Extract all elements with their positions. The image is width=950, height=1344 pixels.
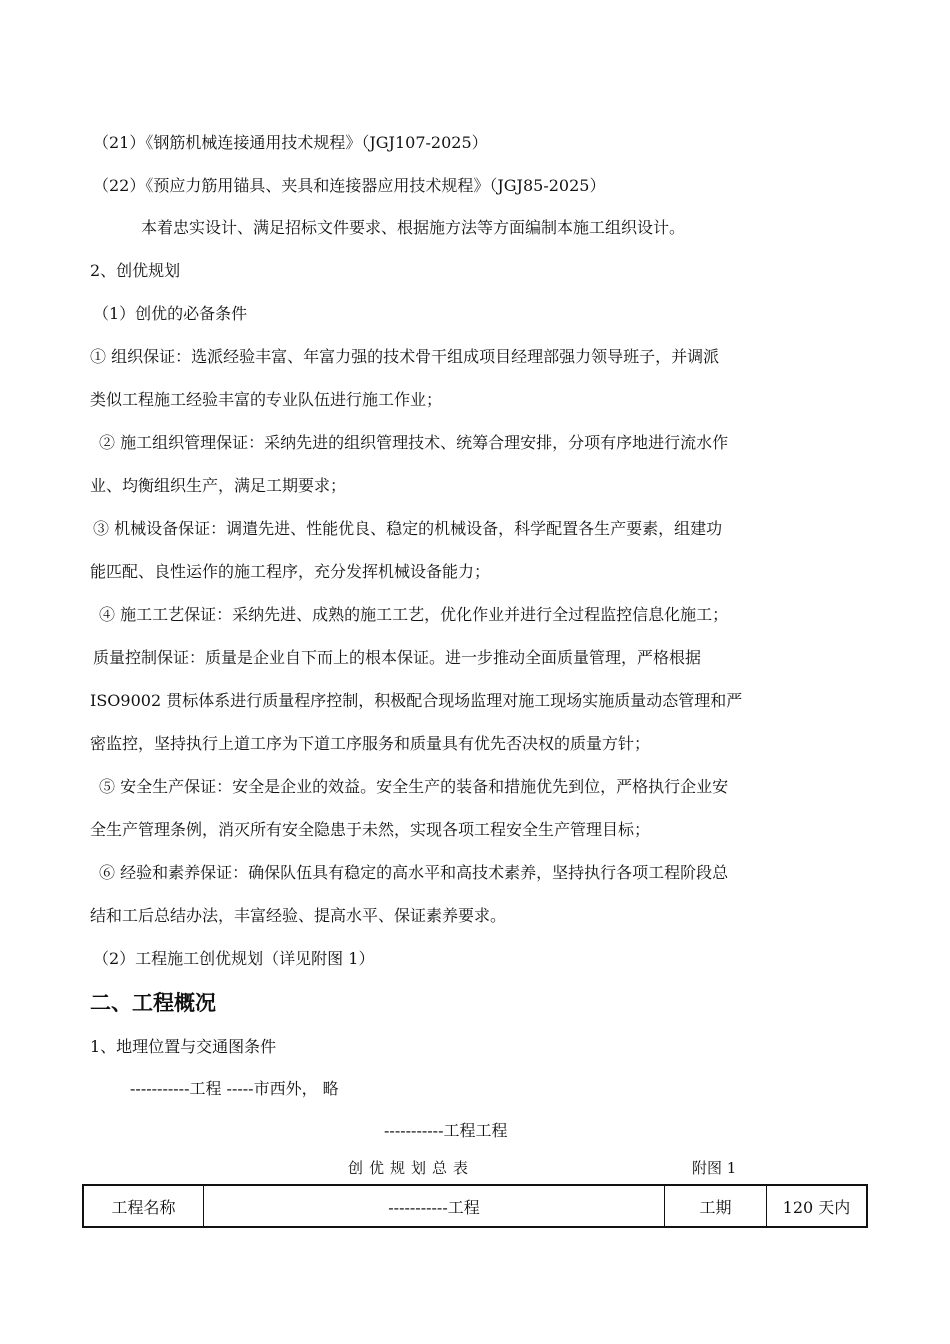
table-row — [83, 1185, 867, 1227]
body-line-15: 密监控，坚持执行上道工序为下道工序服务和质量具有优先否决权的质量方针； — [90, 734, 651, 753]
table-caption: 创优规划总表 — [348, 1159, 475, 1177]
body-line-7: 类似工程施工经验丰富的专业队伍进行施工作业； — [90, 390, 443, 409]
body-line-18: ⑥ 经验和素养保证：确保队伍具有稳定的高水平和高技术素养，坚持执行各项工程阶段总 — [99, 863, 729, 882]
project-name-label: 工程名称 — [83, 1185, 204, 1227]
chapter-heading: 二、工程概况 — [90, 991, 216, 1015]
body-line-17: 全生产管理条例，消灭所有安全隐患于未然，实现各项工程安全生产管理目标； — [90, 820, 651, 839]
body-line-13: 质量控制保证：质量是企业自下而上的根本保证。进一步推动全面质量管理，严格根据 — [93, 648, 702, 667]
body-line-location: -----------工程 -----市西外， 略 — [130, 1079, 339, 1098]
period-label: 工期 — [665, 1185, 767, 1227]
body-line-3: 本着忠实设计、满足招标文件要求、根据施方法等方面编制本施工组织设计。 — [141, 218, 686, 237]
body-line-14: ISO9002 贯标体系进行质量程序控制，积极配合现场监理对施工现场实施质量动态管理和严 — [90, 691, 743, 710]
body-line-16: ⑤ 安全生产保证：安全是企业的效益。安全生产的装备和措施优先到位，严格执行企业安 — [99, 777, 729, 796]
body-line-12: ④ 施工工艺保证：采纳先进、成熟的施工工艺，优化作业并进行全过程监控信息化施工； — [99, 605, 729, 624]
section-title-optimization: 2、创优规划 — [90, 261, 181, 280]
body-line-8: ② 施工组织管理保证：采纳先进的组织管理技术、统筹合理安排，分项有序地进行流水作 — [99, 433, 729, 452]
project-name-value: -----------工程 — [204, 1185, 665, 1227]
subsection-title-conditions: （1）创优的必备条件 — [93, 304, 248, 323]
body-line-10: ③ 机械设备保证：调遣先进、性能优良、稳定的机械设备，科学配置各生产要素，组建功 — [93, 519, 723, 538]
body-line-1: （21）《钢筋机械连接通用技术规程》（JGJ107-2025） — [93, 133, 488, 152]
body-line-20: （2）工程施工创优规划（详见附图 1） — [93, 949, 375, 968]
body-line-6: ① 组织保证：选派经验丰富、年富力强的技术骨干组成项目经理部强力领导班子，并调派 — [90, 347, 720, 366]
project-title-line: -----------工程工程 — [384, 1121, 508, 1140]
body-line-9: 业、均衡组织生产，满足工期要求； — [90, 476, 347, 495]
attachment-label: 附图 1 — [692, 1159, 737, 1177]
subsection-title-location: 1、地理位置与交通图条件 — [90, 1037, 277, 1056]
body-line-11: 能匹配、良性运作的施工程序，充分发挥机械设备能力； — [90, 562, 491, 581]
summary-table — [82, 1184, 868, 1228]
body-line-19: 结和工后总结办法，丰富经验、提高水平、保证素养要求。 — [90, 906, 507, 925]
period-value: 120 天内 — [767, 1185, 868, 1227]
body-line-2: （22）《预应力筋用锚具、夹具和连接器应用技术规程》（JGJ85-2025） — [93, 176, 606, 195]
